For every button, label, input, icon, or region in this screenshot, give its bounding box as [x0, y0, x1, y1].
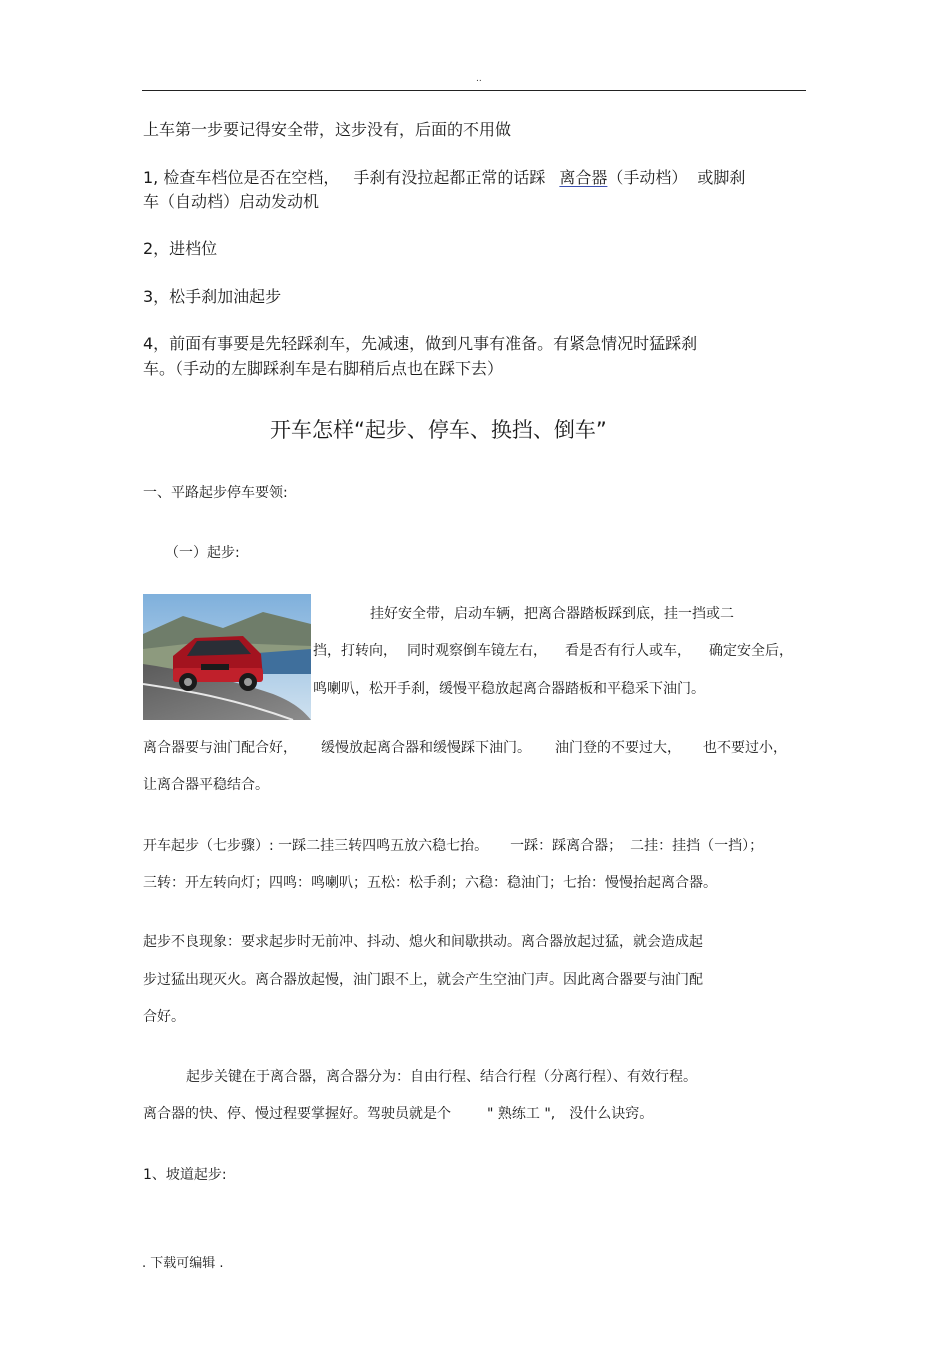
clutch-link[interactable]: 离合器 — [559, 168, 608, 187]
car-photo — [143, 594, 311, 720]
page-title: 开车怎样“起步、停车、换挡、倒车” — [270, 418, 607, 442]
header-rule — [142, 90, 806, 91]
step-1-part-a: 1, 检查车档位是否在空档， — [143, 168, 340, 187]
clutch-line-2-c: 没什么诀窍。 — [569, 1106, 654, 1122]
start-line-2-c: 看是否有行人或车， — [565, 643, 691, 659]
seven-steps-line-1-c: 二挂：挂挡（一挡）； — [630, 838, 764, 854]
footer-text: . 下载可编辑 . — [142, 1256, 224, 1271]
seven-steps-line-1-a: 开车起步（七步骤）: 一踩二挂三转四鸣五放六稳七抬。 — [143, 838, 489, 854]
step-1-part-b: 手刹有没拉起都正常的话踩 — [353, 168, 546, 187]
seven-steps-line-1 — [143, 836, 763, 856]
start-line-4-b: 缓慢放起离合器和缓慢踩下油门。 — [321, 740, 531, 756]
bad-start-line-1: 起步不良现象：要求起步时无前冲、抖动、熄火和间歇拱动。离合器放起过猛，就会造成起 — [143, 934, 703, 950]
clutch-line-2-a: 离合器的快、停、慢过程要掌握好。驾驶员就是个 — [143, 1106, 451, 1122]
step-3: 3，松手刹加油起步 — [143, 287, 282, 306]
start-line-4-a: 离合器要与油门配合好， — [143, 740, 297, 756]
step-1-line-1 — [143, 166, 745, 190]
start-line-5: 让离合器平稳结合。 — [143, 777, 269, 793]
start-line-4-c: 油门登的不要过大， — [555, 740, 681, 756]
subsection-heading: （一）起步: — [165, 545, 240, 561]
start-line-2-a: 挡，打转向， — [313, 643, 397, 659]
clutch-line-1: 起步关键在于离合器，离合器分为：自由行程、结合行程（分离行程）、有效行程。 — [186, 1069, 697, 1085]
start-line-4-d: 也不要过小， — [703, 740, 787, 756]
clutch-line-2 — [143, 1104, 653, 1124]
bad-start-line-2: 步过猛出现灭火。离合器放起慢，油门跟不上，就会产生空油门声。因此离合器要与油门配 — [143, 972, 703, 988]
intro-text: 上车第一步要记得安全带，这步没有，后面的不用做 — [143, 120, 512, 139]
bad-start-line-3: 合好。 — [143, 1009, 185, 1025]
slope-start-heading: 1、坡道起步: — [143, 1167, 227, 1183]
seven-steps-line-2: 三转：开左转向灯；四鸣：鸣喇叭；五松：松手刹；六稳：稳油门；七抬：慢慢抬起离合器。 — [143, 875, 717, 891]
start-line-2-b: 同时观察倒车镜左右， — [407, 643, 547, 659]
header-mark: .. — [476, 74, 482, 84]
step-1-part-c: （手动档） — [607, 168, 688, 187]
start-line-4 — [143, 738, 787, 758]
step-4-line-2: 车。（手动的左脚踩刹车是右脚稍后点也在踩下去） — [143, 359, 504, 378]
clutch-line-2-b: " 熟练工 ", — [487, 1106, 556, 1122]
start-line-3: 鸣喇叭，松开手刹，缓慢平稳放起离合器踏板和平稳采下油门。 — [313, 681, 705, 697]
step-1-part-d: 或脚刹 — [697, 168, 746, 187]
start-line-1: 挂好安全带，启动车辆，把离合器踏板踩到底，挂一挡或二 — [370, 606, 734, 622]
step-4-line-1: 4，前面有事要是先轻踩刹车，先减速，做到凡事有准备。有紧急情况时猛踩刹 — [143, 334, 698, 353]
start-line-2-d: 确定安全后， — [709, 643, 793, 659]
step-1-line-2: 车（自动档）启动发动机 — [143, 192, 320, 211]
seven-steps-line-1-b: 一踩：踩离合器； — [510, 838, 623, 854]
start-line-2 — [313, 641, 793, 661]
step-2: 2，进档位 — [143, 239, 218, 258]
section-heading: 一、平路起步停车要领: — [143, 485, 288, 501]
